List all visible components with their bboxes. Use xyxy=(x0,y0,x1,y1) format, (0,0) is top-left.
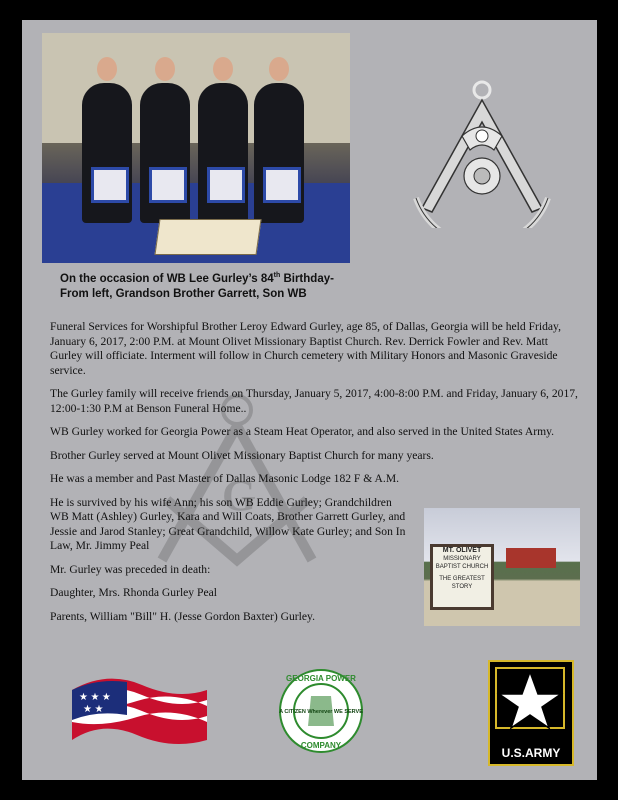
us-army-logo xyxy=(488,660,574,766)
gp-bottom-text: COMPANY xyxy=(300,741,342,750)
paragraph-church: Brother Gurley served at Mount Olivet Missionary Baptist Church for many years. xyxy=(50,448,434,462)
army-label: U.S.ARMY xyxy=(501,746,561,760)
gp-top-text: GEORGIA POWER xyxy=(286,674,356,683)
caption-line1: On the occasion of WB Lee Gurley’s 84 xyxy=(60,272,274,285)
paragraph-career: WB Gurley worked for Georgia Power as a Steam Heat Operator, and also served in the United States Army. xyxy=(50,425,555,438)
church-sign-message: THE GREATEST STORY xyxy=(439,576,485,590)
american-flag-icon xyxy=(67,670,207,750)
caption-line2: From left, Grandson Brother Garrett, Son WB xyxy=(60,287,307,300)
person-2 xyxy=(140,83,190,223)
paragraph-preceded-heading: Mr. Gurley was preceded in death: xyxy=(50,562,211,576)
person-1 xyxy=(82,83,132,223)
person-4 xyxy=(254,83,304,223)
church-photo xyxy=(424,508,580,626)
church-sign xyxy=(430,544,494,610)
photo-caption xyxy=(60,268,380,302)
paragraph-visitation: The Gurley family will receive friends on Thursday, January 5, 2017, 4:00-8:00 P.M. and Friday, January 6, 2017, 12:00-1:30 P.M at Benson Funeral Home.. xyxy=(50,387,578,415)
caption-superscript: th xyxy=(273,272,281,279)
paragraph-services: Funeral Services for Worshipful Brother Leroy Edward Gurley, age 85, of Dallas, Georgia will be held Friday, January 6, 2017, 2:00 P.M. at Mount Olivet Missionary Baptist Church. Rev. Derrick Fowler and Rev. Matt Gurley will officiate. Interment will follow in Church cemetery with Military Honors and Masonic Graveside service. xyxy=(50,320,561,377)
caption-line1-end: Birthday- xyxy=(280,272,334,285)
paragraph-preceded-parents: Parents, William "Bill" H. (Jesse Gordon Baxter) Gurley. xyxy=(50,609,315,623)
church-sign-sub: MISSIONARY BAPTIST CHURCH xyxy=(435,556,489,570)
church-building xyxy=(506,548,556,568)
gp-center-text: A CITIZEN Wherever WE SERVE xyxy=(279,709,363,715)
svg-text:★ ★: ★ ★ xyxy=(83,704,104,715)
paragraph-lodge: He was a member and Past Master of Dallas Masonic Lodge 182 F & A.M. xyxy=(50,472,400,485)
church-sign-name: MT. OLIVET xyxy=(442,547,482,554)
past-master-jewel-icon xyxy=(402,78,562,228)
open-bible xyxy=(154,219,261,255)
army-star-icon xyxy=(490,662,570,732)
person-3 xyxy=(198,83,248,223)
paragraph-preceded-daughter: Daughter, Mrs. Rhonda Gurley Peal xyxy=(50,586,217,599)
family-photo xyxy=(42,33,350,263)
paragraph-survived-by: He is survived by his wife Ann; his son WB Eddie Gurley; Grandchildren WB Matt (Ashley) Gurley, Kara and Will Coats, Brother Garrett Gurley, and Jessie and Jarod Stanley; Great Grandchild, Willow Kate Gurley; and Son In Law, Mr. Jimmy Peal xyxy=(50,495,406,552)
georgia-power-logo xyxy=(278,668,364,754)
obituary-page xyxy=(22,20,597,780)
svg-text:★ ★ ★: ★ ★ ★ xyxy=(79,692,111,703)
svg-text:G: G xyxy=(222,471,257,520)
